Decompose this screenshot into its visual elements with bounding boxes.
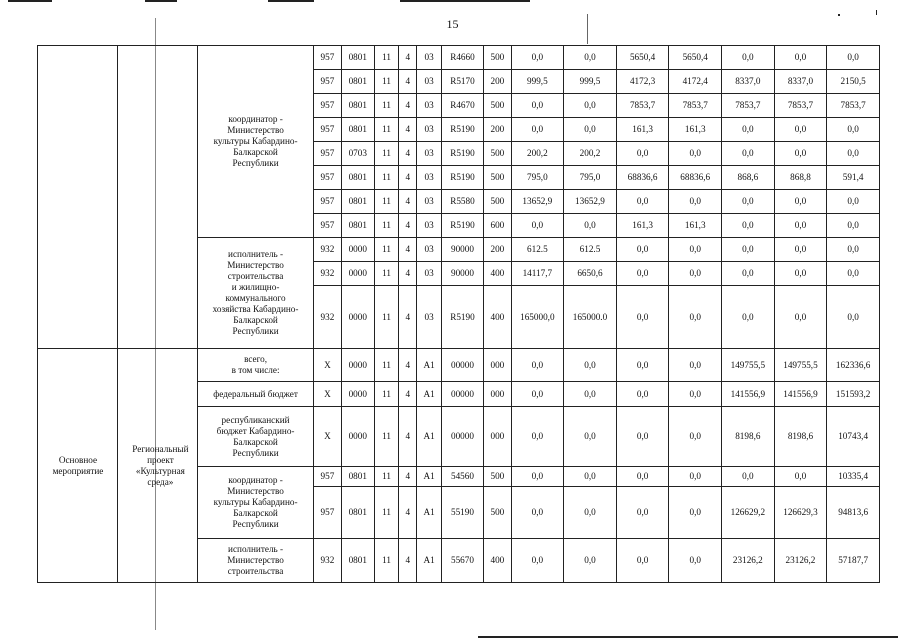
cell: 7853,7 [774, 94, 827, 118]
cell: R5190 [441, 214, 484, 238]
cell: 5650,4 [616, 46, 669, 70]
cell: 500 [484, 467, 511, 487]
cell: 14117,7 [511, 262, 564, 286]
cell: 0703 [341, 142, 374, 166]
cell: 591,4 [827, 166, 880, 190]
cell: 11 [374, 238, 398, 262]
cell: 4 [399, 118, 417, 142]
table-row [38, 46, 880, 70]
cell: 55190 [441, 487, 484, 539]
cell: 126629,2 [722, 487, 775, 539]
cell: 0000 [341, 262, 374, 286]
cell: 0,0 [616, 407, 669, 467]
cell: 10335,4 [827, 467, 880, 487]
cell: A1 [417, 407, 441, 467]
cell: 4 [399, 190, 417, 214]
cell: 957 [314, 487, 341, 539]
cell: 4 [399, 46, 417, 70]
cell: 0,0 [774, 46, 827, 70]
cell: 161,3 [669, 214, 722, 238]
cell: 0,0 [774, 238, 827, 262]
cell: 0,0 [722, 118, 775, 142]
cell: 03 [417, 118, 441, 142]
cell: 0,0 [511, 118, 564, 142]
cell: 0801 [341, 214, 374, 238]
cell: 0,0 [722, 286, 775, 349]
cell: 0,0 [827, 214, 880, 238]
cell: 11 [374, 286, 398, 349]
cell: 932 [314, 238, 341, 262]
cell: 795,0 [511, 166, 564, 190]
cell: 0,0 [774, 467, 827, 487]
cell: 500 [484, 46, 511, 70]
cell: 0801 [341, 70, 374, 94]
cell: 4 [399, 286, 417, 349]
cell: R4670 [441, 94, 484, 118]
upper-left-cell [38, 46, 118, 349]
cell: 0,0 [669, 349, 722, 382]
cell: 957 [314, 70, 341, 94]
cell: 0801 [341, 46, 374, 70]
cell: 8337,0 [774, 70, 827, 94]
cell: 03 [417, 70, 441, 94]
cell: 0,0 [669, 238, 722, 262]
cell: 11 [374, 349, 398, 382]
cell: 13652,9 [511, 190, 564, 214]
cell: 868,6 [722, 166, 775, 190]
cell: 165000.0 [564, 286, 617, 349]
cell: 0,0 [774, 190, 827, 214]
scan-dot [838, 14, 840, 16]
cell: 165000,0 [511, 286, 564, 349]
cell: 4 [399, 166, 417, 190]
upper-left-cell-2 [117, 46, 197, 349]
cell: 4 [399, 349, 417, 382]
cell: 4 [399, 407, 417, 467]
cell: 0,0 [827, 262, 880, 286]
cell: 4 [399, 142, 417, 166]
cell: 0,0 [616, 238, 669, 262]
cell: 57187,7 [827, 539, 880, 583]
cell: 0,0 [511, 349, 564, 382]
cell: 03 [417, 262, 441, 286]
cell: 11 [374, 94, 398, 118]
cell: 0,0 [511, 46, 564, 70]
cell: 0,0 [511, 407, 564, 467]
cell: R5190 [441, 166, 484, 190]
cell: 957 [314, 46, 341, 70]
cell: 55670 [441, 539, 484, 583]
cell: 0,0 [669, 286, 722, 349]
scan-mark-top-right [400, 0, 530, 2]
cell: 4 [399, 382, 417, 407]
cell: 0,0 [511, 214, 564, 238]
cell: 500 [484, 487, 511, 539]
cell: 0,0 [616, 286, 669, 349]
cell: 8198,6 [774, 407, 827, 467]
cell: X [314, 382, 341, 407]
cell: 0,0 [774, 142, 827, 166]
cell: 0,0 [669, 487, 722, 539]
scan-dot-2 [876, 10, 877, 15]
cell: 68836,6 [616, 166, 669, 190]
cell: 0801 [341, 467, 374, 487]
scan-mark-top-mid [145, 0, 177, 2]
cell: 0,0 [616, 190, 669, 214]
cell: 0000 [341, 349, 374, 382]
cell: 8198,6 [722, 407, 775, 467]
total-label: всего, в том числе: [197, 349, 313, 382]
cell: 151593,2 [827, 382, 880, 407]
cell: 0,0 [511, 539, 564, 583]
cell: 11 [374, 46, 398, 70]
cell: A1 [417, 382, 441, 407]
cell: 957 [314, 94, 341, 118]
cell: 0000 [341, 407, 374, 467]
cell: 4 [399, 214, 417, 238]
cell: R4660 [441, 46, 484, 70]
federal-budget-label: федеральный бюджет [197, 382, 313, 407]
cell: 0,0 [616, 467, 669, 487]
cell: 0801 [341, 118, 374, 142]
cell: 03 [417, 214, 441, 238]
cell: 149755,5 [774, 349, 827, 382]
cell: 200 [484, 70, 511, 94]
table-row [38, 349, 880, 382]
cell: 11 [374, 487, 398, 539]
cell: 0,0 [564, 214, 617, 238]
cell: 0,0 [827, 46, 880, 70]
cell: 0,0 [616, 262, 669, 286]
cell: 957 [314, 166, 341, 190]
cell: 2150,5 [827, 70, 880, 94]
cell: 0,0 [616, 142, 669, 166]
cell: 0,0 [722, 262, 775, 286]
cell: 161,3 [616, 118, 669, 142]
executor-construction-label-2: исполнитель - Министерство строительства [197, 539, 313, 583]
cell: 8337,0 [722, 70, 775, 94]
cell: 0,0 [774, 286, 827, 349]
cell: 11 [374, 70, 398, 94]
cell: 0,0 [669, 539, 722, 583]
cell: 0,0 [616, 487, 669, 539]
cell: 23126,2 [722, 539, 775, 583]
cell: 932 [314, 286, 341, 349]
cell: X [314, 407, 341, 467]
cell: 999,5 [564, 70, 617, 94]
cell: 0,0 [564, 467, 617, 487]
cell: 957 [314, 190, 341, 214]
cell: 7853,7 [669, 94, 722, 118]
cell: 11 [374, 142, 398, 166]
cell: 0000 [341, 382, 374, 407]
cell: 0,0 [669, 382, 722, 407]
cell: 5650,4 [669, 46, 722, 70]
cell: 7853,7 [616, 94, 669, 118]
cell: 141556,9 [774, 382, 827, 407]
cell: 500 [484, 142, 511, 166]
cell: 200 [484, 118, 511, 142]
cell: 957 [314, 214, 341, 238]
cell: 200,2 [511, 142, 564, 166]
cell: A1 [417, 487, 441, 539]
cell: 0,0 [774, 118, 827, 142]
cell: 0,0 [564, 382, 617, 407]
cell: 0,0 [827, 238, 880, 262]
cell: 4 [399, 539, 417, 583]
cell: 000 [484, 382, 511, 407]
cell: 0,0 [827, 190, 880, 214]
cell: 4172,3 [616, 70, 669, 94]
cell: 0,0 [564, 487, 617, 539]
cell: 957 [314, 118, 341, 142]
cell: 11 [374, 214, 398, 238]
cell: 11 [374, 539, 398, 583]
cell: R5580 [441, 190, 484, 214]
cell: 03 [417, 142, 441, 166]
cell: 0801 [341, 190, 374, 214]
cell: 0,0 [774, 262, 827, 286]
cell: 10743,4 [827, 407, 880, 467]
cell: 4 [399, 238, 417, 262]
republic-budget-label: республиканский бюджет Кабардино- Балкарской Республики [197, 407, 313, 467]
cell: 0,0 [616, 349, 669, 382]
cell: 03 [417, 46, 441, 70]
budget-table [37, 45, 880, 583]
cell: 7853,7 [722, 94, 775, 118]
cell: 13652,9 [564, 190, 617, 214]
cell: 400 [484, 539, 511, 583]
coordinator-culture-label-2: координатор - Министерство культуры Кабардино- Балкарской Республики [197, 467, 313, 539]
cell: 00000 [441, 382, 484, 407]
cell: 0801 [341, 487, 374, 539]
cell: A1 [417, 349, 441, 382]
cell: 54560 [441, 467, 484, 487]
cell: 612.5 [511, 238, 564, 262]
cell: 600 [484, 214, 511, 238]
cell: 0,0 [827, 286, 880, 349]
cell: 0801 [341, 94, 374, 118]
cell: 4 [399, 262, 417, 286]
cell: 141556,9 [722, 382, 775, 407]
cell: 400 [484, 262, 511, 286]
cell: 868,8 [774, 166, 827, 190]
cell: 0,0 [616, 382, 669, 407]
cell: 68836,6 [669, 166, 722, 190]
cell: 200 [484, 238, 511, 262]
cell: 94813,6 [827, 487, 880, 539]
cell: 0000 [341, 238, 374, 262]
scan-mark-bottom [478, 636, 898, 638]
page-number: 15 [446, 17, 459, 31]
cell: 0,0 [511, 94, 564, 118]
cell: 200,2 [564, 142, 617, 166]
cell: 957 [314, 142, 341, 166]
cell: 90000 [441, 238, 484, 262]
cell: 400 [484, 286, 511, 349]
cell: 0,0 [669, 467, 722, 487]
cell: A1 [417, 467, 441, 487]
cell: 11 [374, 118, 398, 142]
cell: 4172,4 [669, 70, 722, 94]
cell: 0000 [341, 286, 374, 349]
cell: 000 [484, 407, 511, 467]
cell: 0,0 [511, 467, 564, 487]
cell: 999,5 [511, 70, 564, 94]
cell: 000 [484, 349, 511, 382]
cell: 0,0 [564, 539, 617, 583]
cell: R5190 [441, 142, 484, 166]
cell: 0801 [341, 166, 374, 190]
cell: 23126,2 [774, 539, 827, 583]
cell: 0,0 [669, 407, 722, 467]
cell: 6650,6 [564, 262, 617, 286]
cell: 0,0 [722, 142, 775, 166]
cell: 500 [484, 190, 511, 214]
cell: R5170 [441, 70, 484, 94]
cell: 500 [484, 166, 511, 190]
cell: 11 [374, 407, 398, 467]
cell: X [314, 349, 341, 382]
cell: 0801 [341, 539, 374, 583]
cell: 0,0 [669, 262, 722, 286]
cell: 7853,7 [827, 94, 880, 118]
cell: 11 [374, 166, 398, 190]
cell: 03 [417, 286, 441, 349]
cell: 4 [399, 70, 417, 94]
cell: 0,0 [564, 349, 617, 382]
cell: 03 [417, 238, 441, 262]
cell: 0,0 [827, 118, 880, 142]
cell: 11 [374, 467, 398, 487]
cell: 0,0 [564, 94, 617, 118]
cell: 0,0 [669, 142, 722, 166]
cell: A1 [417, 539, 441, 583]
cell: 0,0 [564, 118, 617, 142]
cell: 90000 [441, 262, 484, 286]
cell: 11 [374, 262, 398, 286]
cell: 4 [399, 487, 417, 539]
executor-construction-label: исполнитель - Министерство строительства и жилищно- коммунального хозяйства Кабардино- Балкарской Республики [197, 238, 313, 349]
cell: 0,0 [722, 467, 775, 487]
cell: 0,0 [827, 142, 880, 166]
cell: 0,0 [722, 214, 775, 238]
regional-project-label: Региональный проект «Культурная среда» [117, 349, 197, 583]
cell: 957 [314, 467, 341, 487]
cell: 11 [374, 382, 398, 407]
cell: R5190 [441, 118, 484, 142]
cell: 00000 [441, 407, 484, 467]
main-event-label: Основное мероприятие [38, 349, 118, 583]
scan-mark-top-left [8, 0, 52, 2]
cell: 162336,6 [827, 349, 880, 382]
cell: 932 [314, 262, 341, 286]
cell: 795,0 [564, 166, 617, 190]
cell: R5190 [441, 286, 484, 349]
cell: 0,0 [722, 190, 775, 214]
cell: 126629,3 [774, 487, 827, 539]
cell: 0,0 [564, 46, 617, 70]
cell: 4 [399, 467, 417, 487]
cell: 0,0 [722, 46, 775, 70]
cell: 161,3 [616, 214, 669, 238]
cell: 03 [417, 94, 441, 118]
cell: 0,0 [511, 487, 564, 539]
cell: 0,0 [616, 539, 669, 583]
cell: 161,3 [669, 118, 722, 142]
cell: 0,0 [564, 407, 617, 467]
cell: 00000 [441, 349, 484, 382]
cell: 149755,5 [722, 349, 775, 382]
coordinator-culture-label: координатор - Министерство культуры Кабардино- Балкарской Республики [197, 46, 313, 238]
cell: 11 [374, 190, 398, 214]
cell: 4 [399, 94, 417, 118]
cell: 0,0 [774, 214, 827, 238]
cell: 0,0 [511, 382, 564, 407]
scan-mark-top-mid2 [268, 0, 314, 2]
cell: 0,0 [722, 238, 775, 262]
cell: 612.5 [564, 238, 617, 262]
cell: 03 [417, 166, 441, 190]
cell: 500 [484, 94, 511, 118]
cell: 0,0 [669, 190, 722, 214]
cell: 03 [417, 190, 441, 214]
cell: 932 [314, 539, 341, 583]
